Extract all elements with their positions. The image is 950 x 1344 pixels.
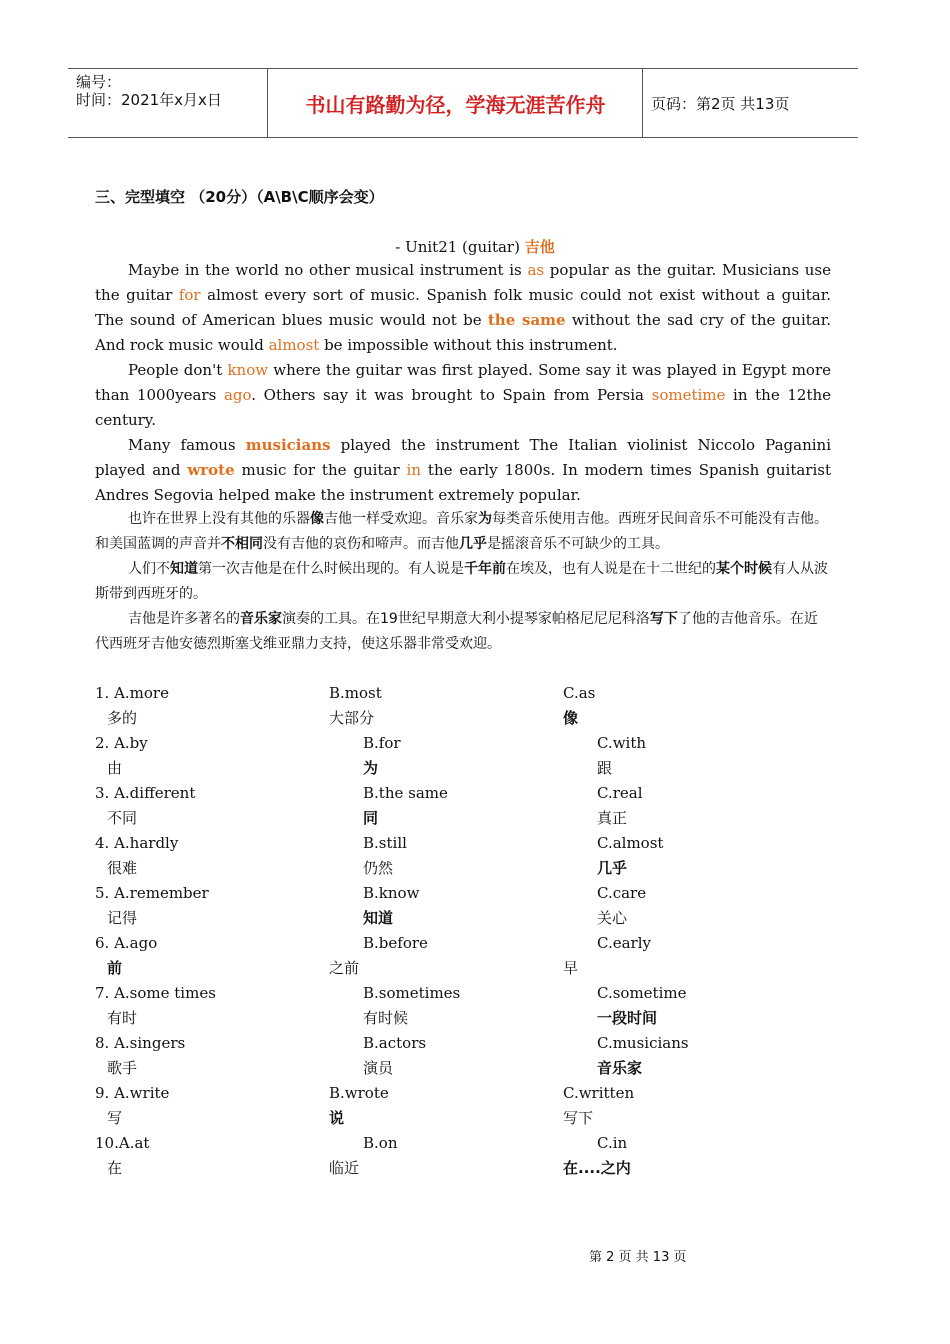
translation-paragraph-2 [95, 557, 831, 607]
option-translation-c: 音乐家 [597, 1059, 643, 1077]
text: music for the guitar [234, 461, 407, 479]
option-translation-a: 写 [107, 1109, 123, 1127]
header-page-info: 页码：第2页 共13页 [651, 94, 790, 113]
option-a: 8. A.singers [95, 1034, 186, 1052]
text: almost every sort of music. Spanish folk music could not exist without a guitar. The sound of American blues music would not be [95, 286, 831, 329]
option-translation-b: 有时候 [363, 1009, 409, 1027]
key-word: 为 [478, 511, 492, 527]
passage-paragraph-1 [95, 258, 831, 358]
option-translation-row [95, 956, 835, 981]
option-translation-row [95, 906, 835, 931]
option-translation-row [95, 756, 835, 781]
key-word: in [406, 461, 422, 479]
option-translation-b: 同 [363, 809, 379, 827]
option-b: B.know [363, 884, 420, 902]
translation-paragraph-3 [95, 607, 831, 657]
key-word: know [227, 361, 269, 379]
option-a: 3. A.different [95, 784, 196, 802]
option-c: C.sometime [597, 984, 687, 1002]
text: 是摇滚音乐不可缺少的工具。 [487, 536, 669, 552]
option-a: 2. A.by [95, 734, 148, 752]
option-a: 6. A.ago [95, 934, 158, 952]
option-translation-c: 真正 [597, 809, 628, 827]
text: be impossible without this instrument. [319, 336, 618, 354]
key-word: 写下 [649, 611, 678, 627]
option-a: 7. A.some times [95, 984, 216, 1002]
option-c: C.almost [597, 834, 664, 852]
option-a: 1. A.more [95, 684, 169, 702]
answer-options [95, 681, 835, 1181]
option-translation-a: 记得 [107, 909, 138, 927]
key-word: 千年前 [464, 561, 506, 577]
header-meta [68, 69, 268, 137]
option-translation-a: 由 [107, 759, 123, 777]
option-translation-a: 前 [107, 959, 123, 977]
option-c: C.musicians [597, 1034, 689, 1052]
option-translation-row [95, 706, 835, 731]
option-translation-a: 多的 [107, 709, 138, 727]
text: 吉他一样受欢迎。音乐家 [324, 511, 478, 527]
option-b: B.most [329, 684, 382, 702]
option-translation-b: 仍然 [363, 859, 394, 877]
option-c: C.as [563, 684, 596, 702]
text: 第一次吉他是在什么时候出现的。有人说是 [198, 561, 464, 577]
option-translation-c: 跟 [597, 759, 613, 777]
key-word: wrote [187, 461, 235, 479]
option-translation-row [95, 806, 835, 831]
text: Many famous [128, 436, 246, 454]
option-row [95, 1081, 835, 1106]
option-row [95, 1131, 835, 1156]
option-translation-b: 之前 [329, 959, 360, 977]
option-b: B.actors [363, 1034, 427, 1052]
text: 吉他是许多著名的 [128, 611, 240, 627]
option-row [95, 1031, 835, 1056]
page-footer: 第 2 页 共 13 页 [589, 1250, 687, 1265]
option-a: 4. A.hardly [95, 834, 179, 852]
option-c: C.real [597, 784, 643, 802]
id-label: 编号： [76, 73, 122, 91]
option-translation-row [95, 856, 835, 881]
text: played the instrument The Italian violinist Niccolo Paganini played and [95, 436, 831, 479]
option-translation-c: 关心 [597, 909, 628, 927]
text: 没有吉他的哀伤和啼声。而吉他 [263, 536, 459, 552]
option-row [95, 681, 835, 706]
option-translation-b: 演员 [363, 1059, 394, 1077]
time-label: 时间：2021年x月x日 [76, 91, 222, 109]
option-translation-row [95, 1106, 835, 1131]
key-word: as [527, 261, 545, 279]
key-word: 知道 [170, 561, 198, 577]
text: the early 1800s. In modern times Spanish guitarist Andres Segovia helped make the instrument extremely popular. [95, 461, 831, 504]
text: where the guitar was first played. Some say it was played in Egypt more than 1000years [95, 361, 831, 404]
text: in the 12the century. [95, 386, 832, 429]
key-word: 音乐家 [240, 611, 282, 627]
option-row [95, 981, 835, 1006]
option-b: B.still [363, 834, 407, 852]
option-translation-c: 像 [563, 709, 579, 727]
option-row [95, 931, 835, 956]
text: Maybe in the world no other musical instrument is [128, 261, 528, 279]
text: 也许在世界上没有其他的乐器 [128, 511, 310, 527]
key-word: the same [487, 311, 566, 329]
key-word: almost [268, 336, 320, 354]
chinese-translation [95, 507, 831, 657]
key-word: for [178, 286, 201, 304]
option-translation-b: 大部分 [329, 709, 375, 727]
unit-title [0, 236, 950, 257]
english-passage [95, 258, 831, 508]
option-translation-c: 几乎 [597, 859, 628, 877]
option-b: B.wrote [329, 1084, 389, 1102]
option-row [95, 781, 835, 806]
option-a: 10.A.at [95, 1134, 150, 1152]
option-translation-b: 为 [363, 759, 379, 777]
header-motto: 书山有路勤为径，学海无涯苦作舟 [269, 69, 643, 137]
option-translation-b: 临近 [329, 1159, 360, 1177]
option-translation-b: 说 [329, 1109, 345, 1127]
option-translation-c: 早 [563, 959, 579, 977]
key-word: ago [223, 386, 252, 404]
option-b: B.for [363, 734, 401, 752]
translation-paragraph-1 [95, 507, 831, 557]
key-word: 像 [310, 511, 324, 527]
text: 每类音乐使用吉他。西班牙民间音乐不可能没有吉他。和美国蓝调的声音并 [95, 511, 828, 552]
text: 了他的吉他音乐。在近代西班牙吉他安德烈斯塞戈维亚鼎力支持，使这乐器非常受欢迎。 [95, 611, 818, 652]
key-word: 几乎 [459, 536, 487, 552]
unit-title-zh: 吉他 [524, 238, 555, 256]
option-row [95, 831, 835, 856]
option-translation-c: 写下 [563, 1109, 594, 1127]
option-translation-a: 在 [107, 1159, 123, 1177]
text: 演奏的工具。在19世纪早期意大利小提琴家帕格尼尼尼科洛 [282, 611, 650, 627]
option-translation-a: 不同 [107, 809, 138, 827]
option-translation-row [95, 1156, 835, 1181]
text: People don't [128, 361, 228, 379]
option-c: C.early [597, 934, 651, 952]
option-translation-row [95, 1006, 835, 1031]
option-translation-b: 知道 [363, 909, 394, 927]
option-row [95, 731, 835, 756]
option-translation-c: 在....之内 [563, 1159, 631, 1177]
option-c: C.in [597, 1134, 628, 1152]
passage-paragraph-3 [95, 433, 831, 508]
option-c: C.written [563, 1084, 635, 1102]
option-b: B.the same [363, 784, 448, 802]
option-translation-a: 有时 [107, 1009, 138, 1027]
key-word: 不相同 [221, 536, 263, 552]
text: without the sad cry of the guitar. And rock music would [95, 311, 832, 354]
option-b: B.before [363, 934, 428, 952]
key-word: musicians [245, 436, 331, 454]
text: 有人从波斯带到西班牙的。 [95, 561, 828, 602]
unit-title-en: - Unit21 (guitar) [395, 238, 525, 256]
option-translation-a: 很难 [107, 859, 138, 877]
option-translation-c: 一段时间 [597, 1009, 658, 1027]
key-word: sometime [651, 386, 726, 404]
option-a: 5. A.remember [95, 884, 209, 902]
text: . Others say it was brought to Spain from Persia [251, 386, 652, 404]
option-translation-a: 歌手 [107, 1059, 138, 1077]
option-a: 9. A.write [95, 1084, 170, 1102]
option-row [95, 881, 835, 906]
passage-paragraph-2 [95, 358, 831, 433]
option-b: B.on [363, 1134, 398, 1152]
text: 在埃及，也有人说是在十二世纪的 [506, 561, 716, 577]
option-b: B.sometimes [363, 984, 461, 1002]
page-header [68, 68, 858, 138]
option-translation-row [95, 1056, 835, 1081]
key-word: 某个时候 [716, 561, 772, 577]
text: popular as the guitar. Musicians use the guitar [95, 261, 831, 304]
section-title: 三、完型填空 （20分）（A\B\C顺序会变） [95, 188, 384, 206]
text: 人们不 [128, 561, 170, 577]
option-c: C.care [597, 884, 647, 902]
option-c: C.with [597, 734, 647, 752]
